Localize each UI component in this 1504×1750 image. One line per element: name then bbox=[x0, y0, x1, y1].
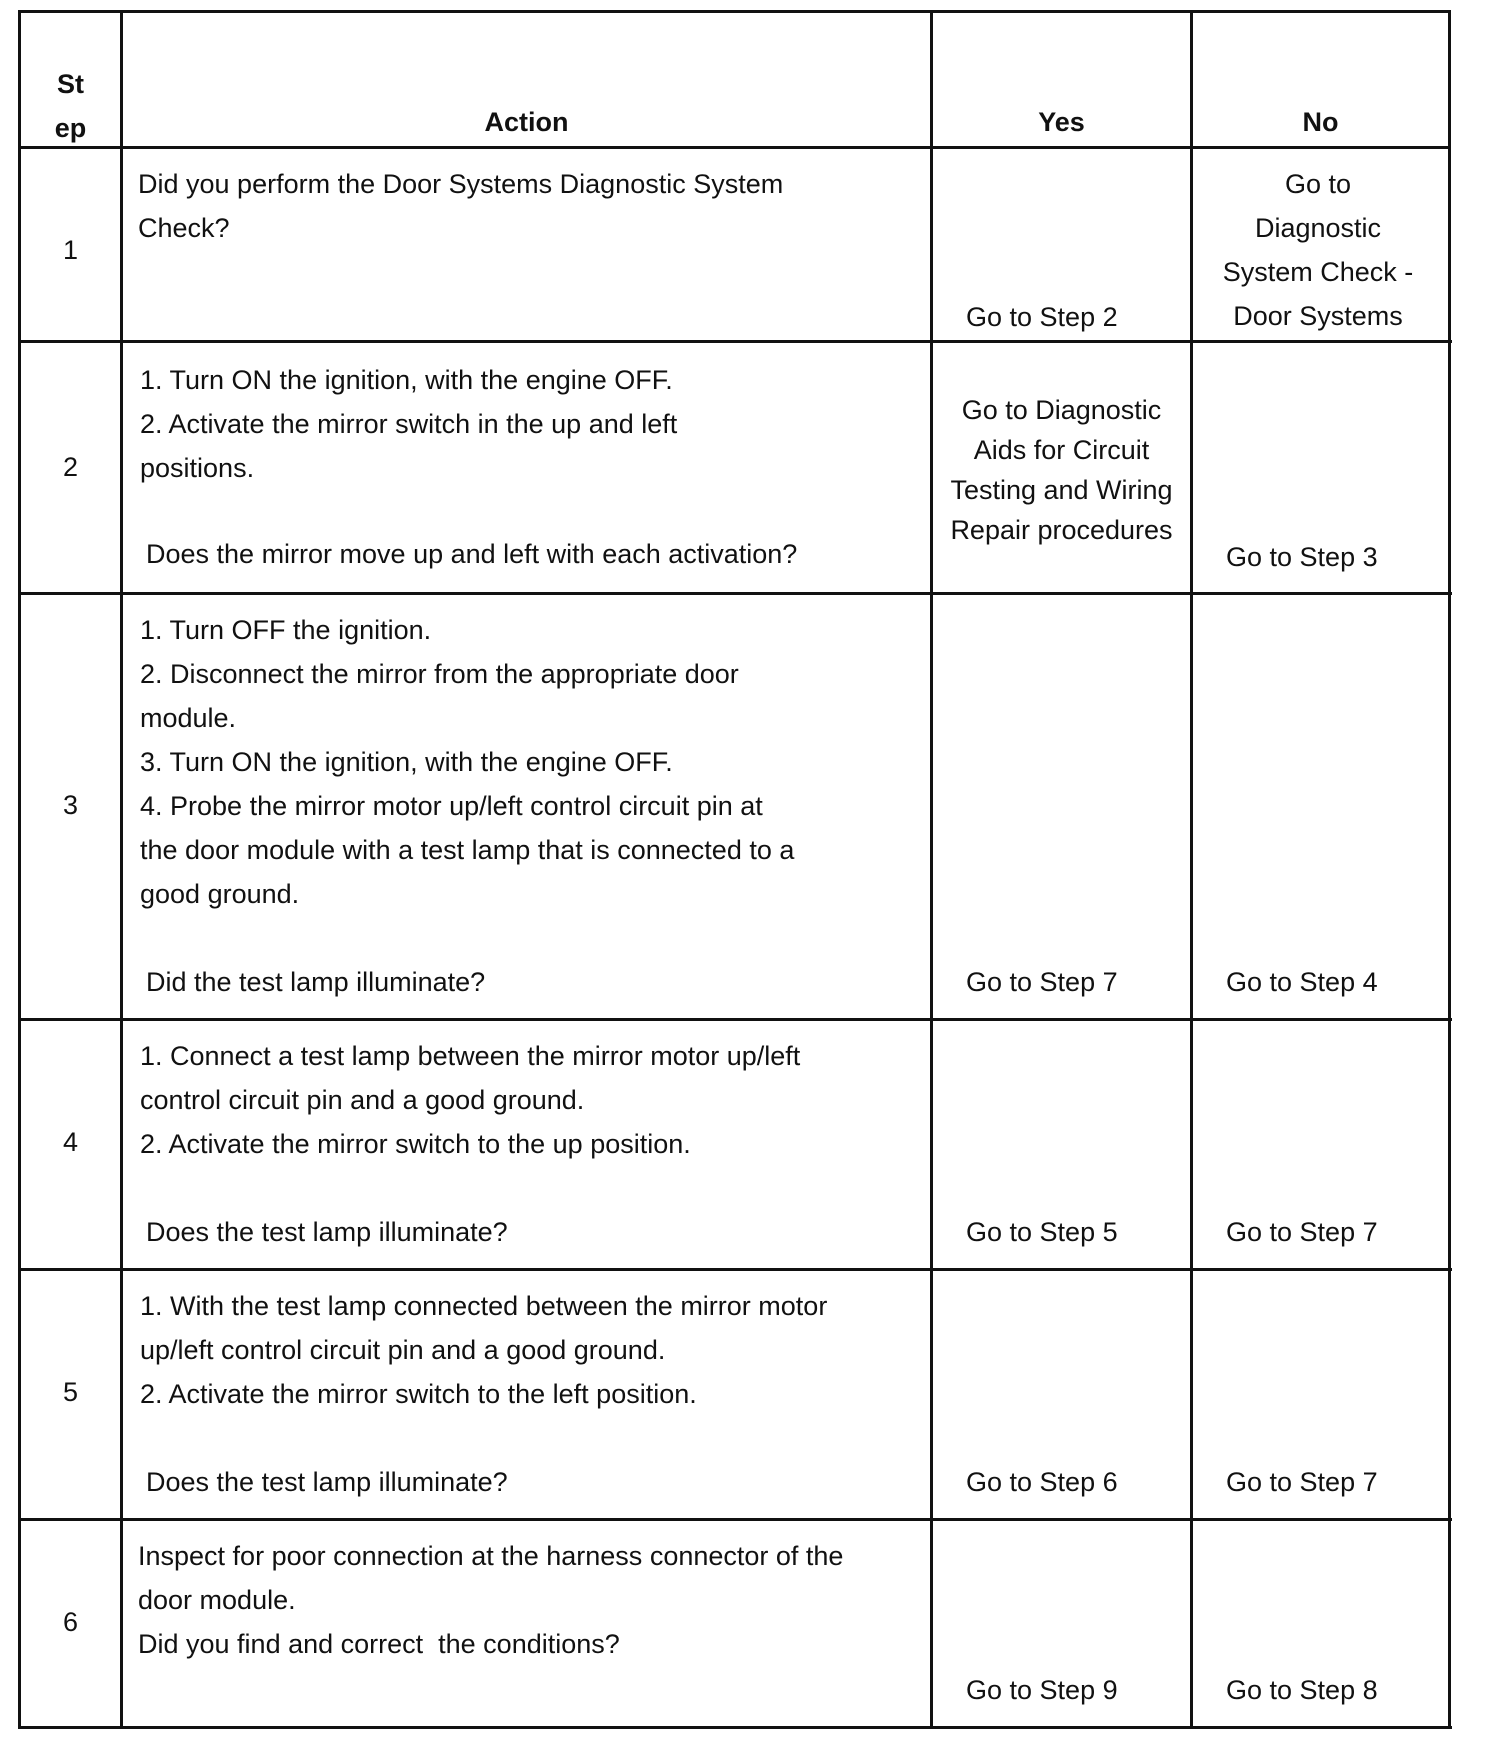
header-step-line2: ep bbox=[54, 113, 87, 143]
action-line: good ground. bbox=[140, 879, 300, 909]
column-divider bbox=[120, 10, 123, 1729]
action-line: 2. Activate the mirror switch to the up position. bbox=[140, 1129, 691, 1159]
step-number: 3 bbox=[62, 790, 79, 820]
no-line: Go to bbox=[1284, 169, 1352, 199]
row-divider bbox=[18, 1268, 1452, 1271]
action-line: 1. Connect a test lamp between the mirror motor up/left bbox=[140, 1041, 801, 1071]
action-text bbox=[140, 1034, 800, 1166]
yes-result: Go to Step 2 bbox=[966, 302, 1118, 332]
no-result bbox=[1193, 162, 1443, 338]
action-line: door module. bbox=[138, 1585, 296, 1615]
action-line: 1. Turn OFF the ignition. bbox=[140, 615, 432, 645]
yes-result: Go to Step 6 bbox=[966, 1467, 1118, 1497]
action-question: Does the test lamp illuminate? bbox=[146, 1217, 508, 1247]
action-line: positions. bbox=[140, 453, 255, 483]
no-line: System Check - bbox=[1222, 257, 1414, 287]
action-line: 4. Probe the mirror motor up/left control circuit pin at bbox=[140, 791, 763, 821]
yes-line: Aids for Circuit bbox=[973, 435, 1150, 465]
header-step bbox=[21, 62, 120, 150]
action-text bbox=[138, 162, 783, 250]
action-question: Does the mirror move up and left with each activation? bbox=[146, 539, 798, 569]
table-border-top bbox=[18, 10, 1448, 13]
header-no: No bbox=[1302, 107, 1339, 137]
row-divider bbox=[18, 340, 1452, 343]
action-question: Does the test lamp illuminate? bbox=[146, 1467, 508, 1497]
action-line: Did you perform the Door Systems Diagnostic System bbox=[138, 169, 784, 199]
step-number: 4 bbox=[62, 1127, 79, 1157]
no-line: Door Systems bbox=[1233, 301, 1403, 331]
action-line: module. bbox=[140, 703, 237, 733]
action-line: 2. Disconnect the mirror from the appropriate door bbox=[140, 659, 739, 689]
no-result: Go to Step 8 bbox=[1226, 1675, 1378, 1705]
column-divider bbox=[930, 10, 933, 1729]
action-line: up/left control circuit pin and a good ground. bbox=[140, 1335, 666, 1365]
header-yes: Yes bbox=[1038, 107, 1085, 137]
no-result: Go to Step 4 bbox=[1226, 967, 1378, 997]
yes-line: Repair procedures bbox=[950, 515, 1173, 545]
action-text bbox=[140, 608, 794, 916]
header-divider bbox=[18, 146, 1450, 149]
row-divider bbox=[18, 1518, 1452, 1521]
action-line: 2. Activate the mirror switch in the up and left bbox=[140, 409, 678, 439]
step-number: 2 bbox=[62, 452, 79, 482]
step-number: 1 bbox=[62, 235, 79, 265]
action-text bbox=[140, 1284, 827, 1416]
yes-result: Go to Step 9 bbox=[966, 1675, 1118, 1705]
header-action: Action bbox=[484, 107, 569, 137]
yes-line: Go to Diagnostic bbox=[961, 395, 1162, 425]
step-number: 6 bbox=[62, 1607, 79, 1637]
row-divider bbox=[18, 1018, 1452, 1021]
action-line: Did you find and correct the conditions? bbox=[138, 1629, 620, 1659]
no-result: Go to Step 3 bbox=[1226, 542, 1378, 572]
yes-result bbox=[933, 390, 1190, 550]
action-text bbox=[138, 1534, 843, 1666]
action-line: control circuit pin and a good ground. bbox=[140, 1085, 585, 1115]
row-divider bbox=[18, 592, 1452, 595]
action-line: 3. Turn ON the ignition, with the engine OFF. bbox=[140, 747, 673, 777]
action-line: the door module with a test lamp that is connected to a bbox=[140, 835, 795, 865]
action-line: 1. Turn ON the ignition, with the engine OFF. bbox=[140, 365, 673, 395]
yes-result: Go to Step 7 bbox=[966, 967, 1118, 997]
yes-result: Go to Step 5 bbox=[966, 1217, 1118, 1247]
step-number: 5 bbox=[62, 1377, 79, 1407]
action-line: 1. With the test lamp connected between the mirror motor bbox=[140, 1291, 828, 1321]
yes-line: Testing and Wiring bbox=[950, 475, 1173, 505]
no-line: Diagnostic bbox=[1254, 213, 1382, 243]
no-result: Go to Step 7 bbox=[1226, 1217, 1378, 1247]
no-result: Go to Step 7 bbox=[1226, 1467, 1378, 1497]
action-line: 2. Activate the mirror switch to the left position. bbox=[140, 1379, 697, 1409]
table-border-bottom bbox=[18, 1726, 1452, 1729]
header-step-line1: St bbox=[57, 69, 84, 99]
action-line: Check? bbox=[138, 213, 230, 243]
action-text bbox=[140, 358, 677, 490]
table-border-right bbox=[1448, 10, 1451, 1729]
action-question: Did the test lamp illuminate? bbox=[146, 967, 486, 997]
action-line: Inspect for poor connection at the harness connector of the bbox=[138, 1541, 844, 1571]
